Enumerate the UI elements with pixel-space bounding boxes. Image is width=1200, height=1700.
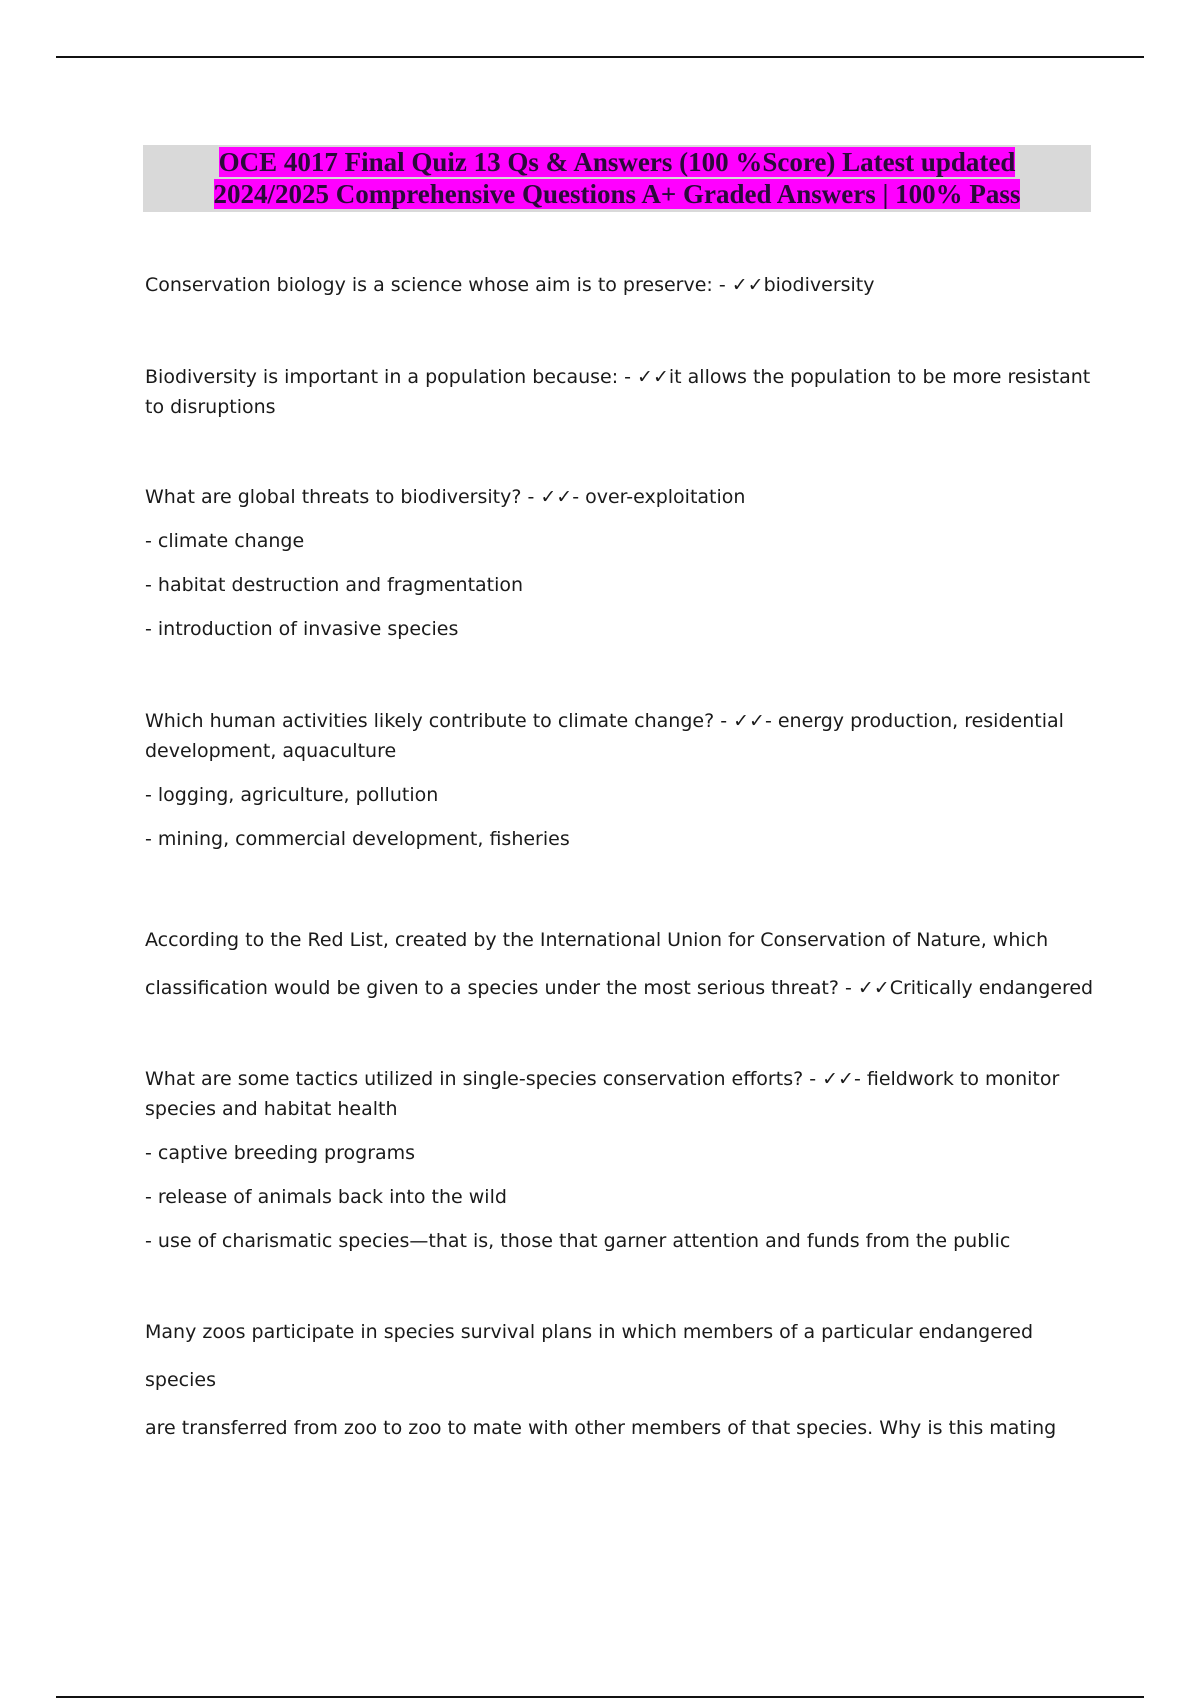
top-rule <box>56 56 1144 58</box>
document-title <box>143 145 1091 212</box>
title-line-2: 2024/2025 Comprehensive Questions A+ Graded Answers | 100% Pass <box>213 179 1021 209</box>
qa-item-6 <box>145 1064 1095 1256</box>
document-body <box>145 270 1095 1452</box>
qa-item-2 <box>145 362 1095 422</box>
bottom-rule <box>56 1696 1144 1698</box>
qa-item-4 <box>145 706 1095 854</box>
question-text: What are some tactics utilized in single-species conservation efforts? - ✓✓- fieldwork to monitor species and habitat health <box>145 1068 1060 1120</box>
question-text: What are global threats to biodiversity? - ✓✓- over-exploitation <box>145 486 746 508</box>
question-text: Which human activities likely contribute to climate change? - ✓✓- energy production, residential development, aquaculture <box>145 710 1064 762</box>
qa-item-1 <box>145 270 1095 300</box>
answer-line: - logging, agriculture, pollution <box>145 784 439 806</box>
answer-line: - captive breeding programs <box>145 1142 416 1164</box>
answer-line: - habitat destruction and fragmentation <box>145 574 524 596</box>
answer-line: - mining, commercial development, fisheries <box>145 828 570 850</box>
title-line-1: OCE 4017 Final Quiz 13 Qs & Answers (100 %Score) Latest updated <box>218 147 1016 177</box>
question-text: Biodiversity is important in a population because: - ✓✓it allows the population to be more resistant to disruptions <box>145 366 1091 418</box>
question-text: Conservation biology is a science whose aim is to preserve: - ✓✓biodiversity <box>145 274 875 296</box>
answer-line: - release of animals back into the wild <box>145 1186 507 1208</box>
qa-item-5 <box>145 916 1095 1012</box>
answer-line: - climate change <box>145 530 305 552</box>
qa-item-7 <box>145 1308 1095 1452</box>
question-text: According to the Red List, created by the International Union for Conservation of Nature, which <box>145 929 1049 951</box>
question-text: Many zoos participate in species survival plans in which members of a particular endangered species <box>145 1321 1034 1391</box>
question-text-continued: are transferred from zoo to zoo to mate with other members of that species. Why is this mating <box>145 1417 1057 1439</box>
qa-item-3 <box>145 482 1095 644</box>
answer-line: - use of charismatic species—that is, those that garner attention and funds from the public <box>145 1230 1011 1252</box>
answer-line: - introduction of invasive species <box>145 618 459 640</box>
question-text-continued: classification would be given to a species under the most serious threat? - ✓✓Critically endangered <box>145 977 1094 999</box>
